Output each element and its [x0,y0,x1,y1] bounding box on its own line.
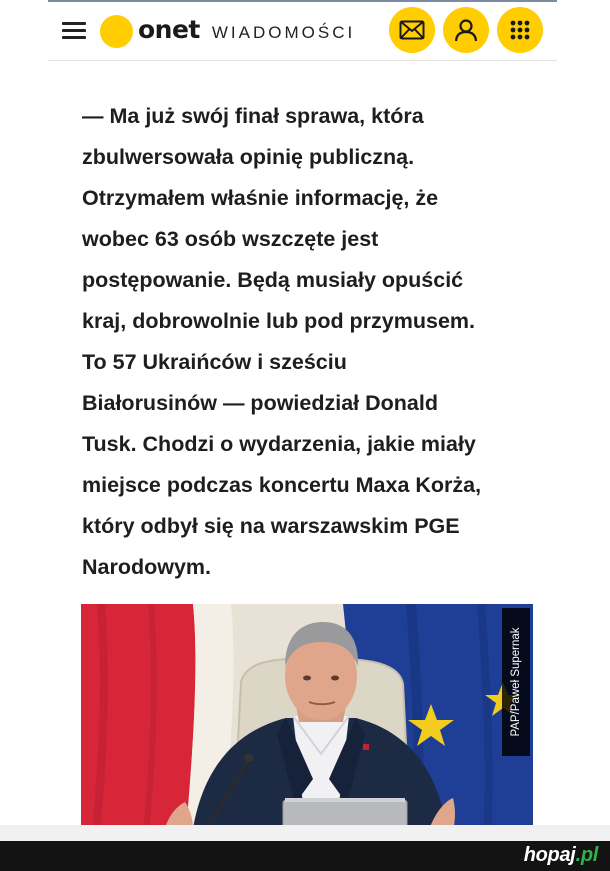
user-icon [454,18,478,42]
article-photo[interactable] [81,604,533,842]
article-line: Otrzymałem właśnie informację, że [82,186,439,210]
mail-button[interactable] [389,7,435,53]
apps-button[interactable] [497,7,543,53]
logo-word: onet [138,15,200,44]
article-line: Narodowym. [82,555,212,579]
hopaj-watermark [524,844,598,867]
article-line: miejsce podczas koncertu Maxa Korża, [82,473,482,497]
account-button[interactable] [443,7,489,53]
article-line: postępowanie. Będą musiały opuścić [82,268,464,292]
section-name: WIADOMOŚCI [211,23,356,42]
logo-dot [100,15,133,48]
lapel-pin [363,744,369,750]
watermark-bar [0,841,610,871]
photo-credit-text: PAP/Paweł Supernak [510,627,522,737]
photo-illustration [81,604,533,842]
apps-grid-icon [509,19,531,41]
footer-band [0,825,610,841]
article-line: kraj, dobrowolnie lub pod przymusem. [82,309,476,333]
article-line: To 57 Ukraińców i sześciu [82,350,347,374]
article-line: zbulwersowała opinię publiczną. [82,145,415,169]
article-line: — Ma już swój finał sprawa, która [82,104,424,128]
mail-icon [399,20,425,40]
article-line: Tusk. Chodzi o wydarzenia, jakie miały [82,432,476,456]
menu-icon[interactable] [62,20,86,40]
watermark-tld: .pl [575,844,598,866]
app-header [48,2,557,61]
article-line: Białorusinów — powiedział Donald [82,391,438,415]
article-line: wobec 63 osób wszczęte jest [82,227,379,251]
article-body [82,96,542,588]
photo-credit [502,608,530,756]
article-line: który odbył się na warszawskim PGE [82,514,460,538]
onet-logo[interactable] [100,11,355,51]
watermark-name: hopaj [523,844,576,866]
